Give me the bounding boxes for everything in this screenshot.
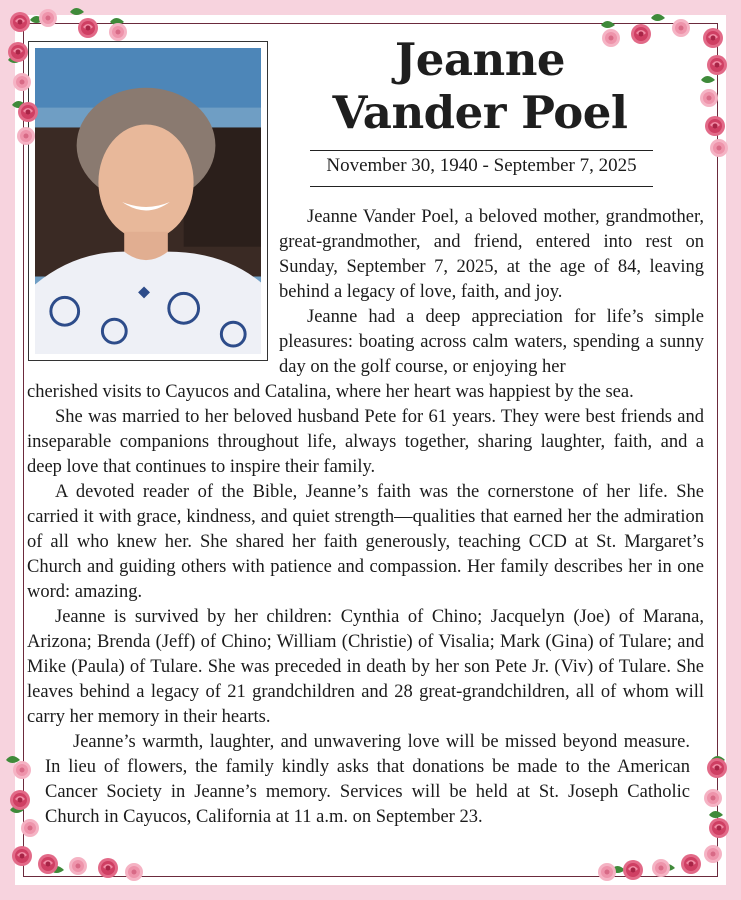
paragraph-faith: A devoted reader of the Bible, Jeanne’s faith was the cornerstone of her life. She carried it with grace, kindness, and quiet strength—qualities that earned her the admiration of all who knew her. She shared her faith generously, teaching CCD at St. Margaret’s Church and guiding others with patience and compassion. Her family describes her in one word: amazing. [27,482,704,602]
life-dates: November 30, 1940 - September 7, 2025 [326,155,637,176]
paragraph-pleasures-cont: cherished visits to Cayucos and Catalina, where her heart was happiest by the sea. [27,382,634,402]
paragraph-survivors: Jeanne is survived by her children: Cynthia of Chino; Jacquelyn (Joe) of Marana, Arizona; Brenda (Jeff) of Chino; William (Christie) of Visalia; Mark (Gina) of Tulare; and Mike (Paula) of Tulare. She was preceded in death by her son Pete Jr. (Viv) of Tulare. She leaves behind a legacy of 21 grandchildren and 28 great-grandchildren, all of whom will carry her memory in their hearts. [27,607,704,727]
paragraph-intro: Jeanne Vander Poel, a beloved mother, grandmother, great-grandmother, and friend, entered into rest on Sunday, September 7, 2025, at the age of 84, leaving behind a legacy of love, faith, and joy. [279,207,704,302]
flower-corner-top-right [591,0,741,160]
divider-bottom [310,186,653,187]
paragraph-memorial: Jeanne’s warmth, laughter, and unwavering love will be missed beyond measure. In lieu of flowers, the family kindly asks that donations be made to the American Cancer Society in Jeanne’s memory. Services will be held at St. Joseph Catholic Church in Cayucos, California at 11 a.m. on September 23. [45,732,690,827]
paragraph-marriage: She was married to her beloved husband Pete for 61 years. They were best friends and inseparable companions throughout life, always together, sharing laughter, faith, and a deep love that continues to inspire their family. [27,407,704,477]
flower-corner-bottom-right [591,740,741,900]
flower-corner-top-left [0,0,150,150]
first-name: Jeanne [394,33,566,86]
last-name: Vander Poel [332,86,628,139]
paragraph-pleasures: Jeanne had a deep appreciation for life’s simple pleasures: boating across calm waters, spending a sunny day on the golf course, or enjoying her [279,307,704,377]
flower-corner-bottom-left [0,740,150,900]
